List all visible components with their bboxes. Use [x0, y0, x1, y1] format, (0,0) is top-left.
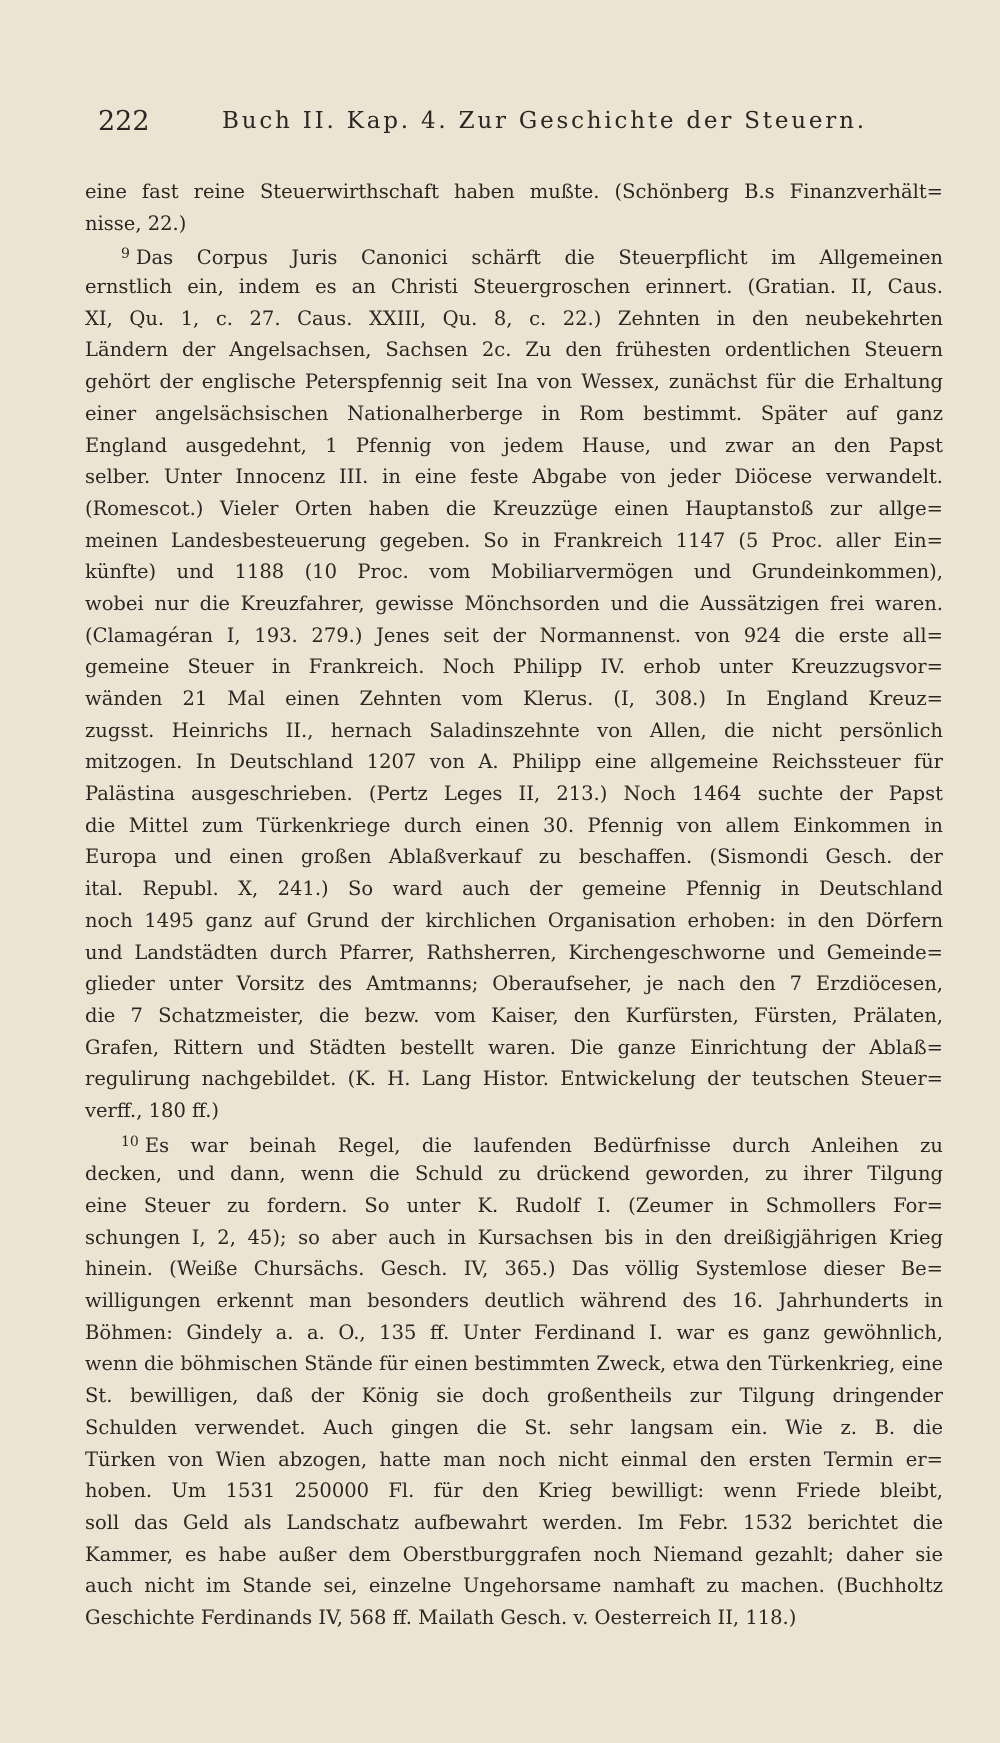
text-line: künfte) und 1188 (10 Proc. vom Mobiliarvermögen und Grundeinkommen), — [85, 560, 943, 584]
text-line: gemeine Steuer in Frankreich. Noch Philipp IV. erhob unter Kreuzzugsvor= — [85, 655, 943, 679]
text-line: (Romescot.) Vieler Orten haben die Kreuzzüge einen Hauptanstoß zur allge= — [85, 496, 943, 520]
text-line: Türken von Wien abzogen, hatte man noch nicht einmal den ersten Termin er= — [85, 1447, 943, 1471]
text-line: Das Corpus Juris Canonici schärft die Steuerpflicht im Allgemeinen — [135, 246, 943, 270]
text-line: Geschichte Ferdinands IV, 568 ff. Mailath Gesch. v. Oesterreich II, 118.) — [85, 1605, 797, 1629]
text-line: Palästina ausgeschrieben. (Pertz Leges II, 213.) Noch 1464 suchte der Papst — [85, 782, 943, 806]
footnote-number: 10 — [121, 1133, 139, 1150]
text-line: hinein. (Weiße Chursächs. Gesch. IV, 365.) Das völlig Systemlose dieser Be= — [85, 1257, 943, 1281]
text-line: decken, und dann, wenn die Schuld zu drückend geworden, zu ihrer Tilgung — [85, 1162, 943, 1186]
text-line: (Clamagéran I, 193. 279.) Jenes seit der Normannenst. von 924 die erste all= — [85, 623, 943, 647]
text-line: Schulden verwendet. Auch gingen die St. sehr langsam ein. Wie z. B. die — [85, 1415, 943, 1439]
text-line: und Landstädten durch Pfarrer, Rathsherren, Kirchengeschworne und Gemeinde= — [85, 940, 943, 964]
text-line: willigungen erkennt man besonders deutlich während des 16. Jahrhunderts in — [85, 1289, 943, 1313]
text-line: XI, Qu. 1, c. 27. Caus. XXIII, Qu. 8, c. 22.) Zehnten in den neubekehrten — [85, 306, 943, 330]
text-line: Europa und einen großen Ablaßverkauf zu beschaffen. (Sismondi Gesch. der — [85, 845, 943, 869]
text-line: Es war beinah Regel, die laufenden Bedürfnisse durch Anleihen zu — [144, 1133, 943, 1157]
text-line: eine fast reine Steuerwirthschaft haben mußte. (Schönberg B.s Finanzverhält= — [85, 180, 943, 203]
footnote-number: 9 — [121, 246, 130, 263]
footnote-10-line — [85, 1127, 943, 1159]
text-line: schungen I, 2, 45); so aber auch in Kursachsen bis in den dreißigjährigen Krieg — [85, 1225, 943, 1249]
text-line: meinen Landesbesteuerung gegeben. So in Frankreich 1147 (5 Proc. aller Ein= — [85, 528, 943, 552]
text-line: wenn die böhmischen Stände für einen bestimmten Zweck, etwa den Türkenkrieg, eine — [85, 1352, 943, 1376]
text-line: die Mittel zum Türkenkriege durch einen 30. Pfennig von allem Einkommen in — [85, 813, 943, 837]
text-line: soll das Geld als Landschatz aufbewahrt werden. Im Febr. 1532 berichtet die — [85, 1510, 943, 1534]
running-head: Buch II. Kap. 4. Zur Geschichte der Steuern. — [222, 108, 867, 134]
text-line: auch nicht im Stande sei, einzelne Ungehorsame namhaft zu machen. (Buchholtz — [85, 1574, 943, 1598]
text-line: England ausgedehnt, 1 Pfennig von jedem Hause, und zwar an den Papst — [85, 433, 943, 457]
text-line: mitzogen. In Deutschland 1207 von A. Philipp eine allgemeine Reichssteuer für — [85, 750, 943, 774]
text-line: Kammer, es habe außer dem Oberstburggrafen noch Niemand gezahlt; daher sie — [85, 1542, 943, 1566]
page-number: 222 — [98, 106, 150, 137]
text-line: verff., 180 ff.) — [85, 1098, 220, 1122]
text-line: ernstlich ein, indem es an Christi Steuergroschen erinnert. (Gratian. II, Caus. — [85, 275, 943, 299]
text-line: wobei nur die Kreuzfahrer, gewisse Mönchsorden und die Aussätzigen frei waren. — [85, 591, 943, 615]
page-header — [98, 106, 878, 146]
text-line: einer angelsächsischen Nationalherberge in Rom bestimmt. Später auf ganz — [85, 401, 943, 425]
text-line: hoben. Um 1531 250000 Fl. für den Krieg bewilligt: wenn Friede bleibt, — [85, 1479, 943, 1503]
text-line: eine Steuer zu fordern. So unter K. Rudolf I. (Zeumer in Schmollers For= — [85, 1194, 943, 1217]
text-line: noch 1495 ganz auf Grund der kirchlichen Organisation erhoben: in den Dörfern — [85, 908, 943, 932]
footnote-9-line — [85, 239, 943, 271]
text-line: gehört der englische Peterspfennig seit Ina von Wessex, zunächst für die Erhaltung — [85, 370, 943, 394]
text-line: Grafen, Rittern und Städten bestellt waren. Die ganze Einrichtung der Ablaß= — [85, 1035, 943, 1059]
text-line: wänden 21 Mal einen Zehnten vom Klerus. (I, 308.) In England Kreuz= — [85, 687, 943, 710]
text-line: Böhmen: Gindely a. a. O., 135 ff. Unter Ferdinand I. war es ganz gewöhnlich, — [85, 1320, 943, 1344]
text-line: zugsst. Heinrichs II., hernach Saladinszehnte von Allen, die nicht persönlich — [85, 718, 943, 742]
footnote-text-block — [85, 176, 943, 1634]
text-line: glieder unter Vorsitz des Amtmanns; Oberaufseher, je nach den 7 Erzdiöcesen, — [85, 972, 943, 996]
text-line: regulirung nachgebildet. (K. H. Lang Histor. Entwickelung der teutschen Steuer= — [85, 1067, 943, 1091]
text-line: St. bewilligen, daß der König sie doch großentheils zur Tilgung dringender — [85, 1384, 943, 1408]
text-line: nisse, 22.) — [85, 211, 187, 235]
text-line: selber. Unter Innocenz III. in eine feste Abgabe von jeder Diöcese verwandelt. — [85, 465, 943, 489]
text-line: Ländern der Angelsachsen, Sachsen 2c. Zu den frühesten ordentlichen Steuern — [85, 338, 943, 362]
text-line: ital. Republ. X, 241.) So ward auch der gemeine Pfennig in Deutschland — [85, 877, 943, 901]
text-line: die 7 Schatzmeister, die bezw. vom Kaiser, den Kurfürsten, Fürsten, Prälaten, — [85, 1003, 943, 1027]
